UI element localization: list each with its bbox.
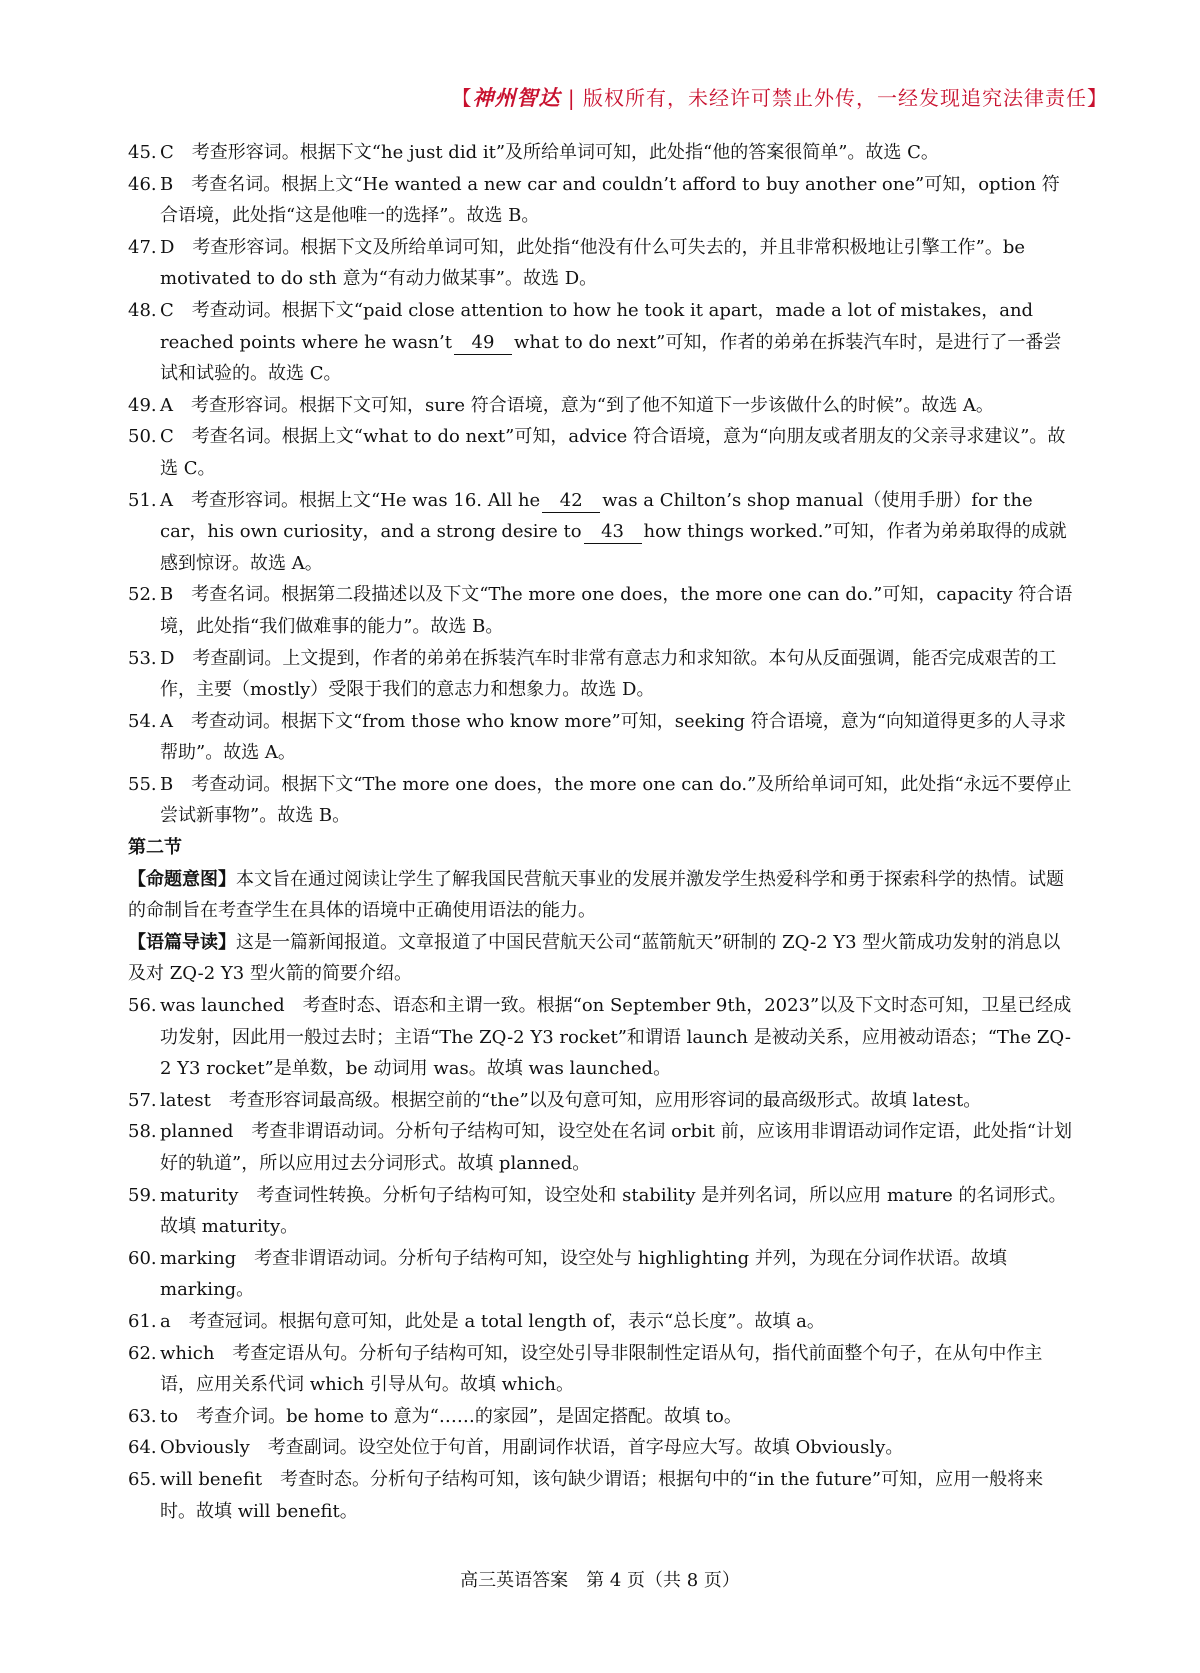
item-text: D 考查副词。上文提到，作者的弟弟在拆装汽车时非常有意志力和求知欲。本句从反面强调，能否完成艰苦的工作，主要（mostly）受限于我们的意志力和想象力。故选 D。: [160, 647, 1057, 701]
item-text: was launched 考查时态、语态和主谓一致。根据“on September 9th，2023”以及下文时态可知，卫星已经成功发射，因此用一般过去时；主语“The ZQ-2 Y3 rocket”和谓语 launch 是被动关系，应用被动语态；“The ZQ-2 Y3 rocket”是单数，be 动词用 was。故填 was launched。: [160, 995, 1072, 1080]
item-text: Obviously 考查副词。设空处位于句首，用副词作状语，首字母应大写。故填 Obviously。: [160, 1437, 904, 1459]
answer-item-52: [128, 579, 1076, 642]
item-text: A 考查动词。根据下文“from those who know more”可知，seeking 符合语境，意为“向知道得更多的人寻求帮助”。故选 A。: [160, 710, 1066, 764]
answer-content: [128, 137, 1076, 1527]
section-title: 第二节: [128, 837, 182, 859]
item-number: 50.: [128, 426, 157, 448]
item-number: 49.: [128, 394, 157, 416]
item-number: 62.: [128, 1342, 157, 1364]
item-text: B 考查名词。根据第二段描述以及下文“The more one does，the more one can do.”可知，capacity 符合语境，此处指“我们做难事的能力”。故选 B。: [160, 584, 1073, 637]
copyright-banner: [452, 82, 1108, 112]
item-text: a 考查冠词。根据句意可知，此处是 a total length of，表示“总长度”。故填 a。: [160, 1310, 825, 1332]
item-text-mid: was a Chilton’s shop manual（使用手册）for the car，his own curiosity，and a strong desire to: [160, 489, 1033, 543]
answer-item-62: [128, 1338, 1076, 1401]
intent-tag: 【命题意图】: [128, 868, 236, 890]
item-number: 58.: [128, 1121, 157, 1143]
item-number: 45.: [128, 142, 157, 163]
item-text: C 考查形容词。根据下文“he just did it”及所给单词可知，此处指“他的答案很简单”。故选 C。: [160, 142, 939, 163]
item-number: 53.: [128, 647, 157, 669]
item-text-post: how things worked.”可知，作者为弟弟取得的成就感到惊讶。故选 A。: [160, 521, 1067, 574]
answer-item-61: [128, 1306, 1076, 1338]
item-text: planned 考查非谓语动词。分析句子结构可知，设空处在名词 orbit 前，应该用非谓语动词作定语，此处指“计划好的轨道”，所以应用过去分词形式。故填 planned。: [160, 1121, 1072, 1174]
item-text: maturity 考查词性转换。分析句子结构可知，设空处和 stability 是并列名词，所以应用 mature 的名词形式。故填 maturity。: [160, 1184, 1067, 1238]
item-number: 59.: [128, 1184, 157, 1206]
intent-text: 本文旨在通过阅读让学生了解我国民营航天事业的发展并激发学生热爱科学和勇于探索科学的热情。试题的命制旨在考查学生在具体的语境中正确使用语法的能力。: [128, 868, 1064, 922]
item-number: 46.: [128, 173, 157, 195]
item-text: to 考查介词。be home to 意为“……的家园”，是固定搭配。故填 to。: [160, 1405, 742, 1427]
item-number: 56.: [128, 995, 157, 1017]
answer-item-64: [128, 1432, 1076, 1464]
item-number: 55.: [128, 773, 157, 795]
answer-item-54: [128, 706, 1076, 769]
banner-right-bracket: 】: [1087, 86, 1108, 110]
answer-item-53: [128, 643, 1076, 706]
item-text: marking 考查非谓语动词。分析句子结构可知，设空处与 highlighting 并列，为现在分词作状语。故填 marking。: [160, 1247, 1007, 1301]
answer-item-56: [128, 990, 1076, 1085]
blank-43: 43: [584, 521, 642, 544]
item-number: 61.: [128, 1310, 157, 1332]
answer-item-57: [128, 1085, 1076, 1117]
brand-logo: 神州智达: [472, 85, 561, 110]
answer-item-59: [128, 1180, 1076, 1243]
item-number: 47.: [128, 236, 157, 258]
item-text: will benefit 考查时态。分析句子结构可知，该句缺少谓语；根据句中的“in the future”可知，应用一般将来时。故填 will benefit。: [160, 1468, 1044, 1522]
answer-item-49: [128, 390, 1076, 422]
answer-item-51: [128, 485, 1076, 580]
answer-item-60: [128, 1243, 1076, 1306]
answer-item-65: [128, 1464, 1076, 1527]
guide-text: 这是一篇新闻报道。文章报道了中国民营航天公司“蓝箭航天”研制的 ZQ-2 Y3 型火箭成功发射的消息以及对 ZQ-2 Y3 型火箭的简要介绍。: [128, 931, 1061, 985]
banner-text: | 版权所有，未经许可禁止外传，一经发现追究法律责任: [560, 86, 1087, 110]
item-text: A 考查形容词。根据下文可知，sure 符合语境，意为“到了他不知道下一步该做什么的时候”。故选 A。: [160, 394, 994, 416]
item-text: latest 考查形容词最高级。根据空前的“the”以及句意可知，应用形容词的最高级形式。故填 latest。: [160, 1089, 982, 1111]
item-text: B 考查动词。根据下文“The more one does，the more one can do.”及所给单词可知，此处指“永远不要停止尝试新事物”。故选 B。: [160, 773, 1072, 827]
blank-42: 42: [542, 490, 600, 513]
item-text: C 考查名词。根据上文“what to do next”可知，advice 符合语境，意为“向朋友或者朋友的父亲寻求建议”。故选 C。: [160, 426, 1066, 479]
answer-item-58: [128, 1116, 1076, 1179]
item-number: 52.: [128, 584, 157, 606]
item-text: A 考查形容词。根据上文“He was 16. All he: [160, 489, 541, 511]
item-number: 51.: [128, 489, 157, 511]
banner-left-bracket: 【: [451, 86, 473, 110]
item-text-post: what to do next”可知，作者的弟弟在拆装汽车时，是进行了一番尝试和试验的。故选 C。: [160, 331, 1062, 385]
page-footer: 高三英语答案 第 4 页（共 8 页）: [460, 1570, 740, 1591]
item-text: C 考查动词。根据下文“paid close attention to how he took it apart，made a lot of mistakes，and reached points where he wasn’t: [160, 299, 1034, 353]
item-text: D 考查形容词。根据下文及所给单词可知，此处指“他没有什么可失去的，并且非常积极地让引擎工作”。be motivated to do sth 意为“有动力做某事”。故选 D。: [160, 236, 1026, 290]
answer-item-55: [128, 769, 1076, 832]
item-number: 65.: [128, 1468, 157, 1490]
answer-item-48: [128, 295, 1076, 390]
answer-item-63: [128, 1401, 1076, 1433]
blank-49: 49: [454, 332, 512, 355]
guide-paragraph: [128, 927, 1076, 990]
answer-item-45: [128, 137, 1076, 169]
item-text: B 考查名词。根据上文“He wanted a new car and couldn’t afford to buy another one”可知，option 符合语境，此处指“这是他唯一的选择”。故选 B。: [160, 173, 1060, 227]
item-number: 54.: [128, 710, 157, 732]
answer-item-47: [128, 232, 1076, 295]
intent-paragraph: [128, 864, 1076, 927]
item-number: 48.: [128, 299, 157, 321]
guide-tag: 【语篇导读】: [128, 931, 236, 953]
item-text: which 考查定语从句。分析句子结构可知，设空处引导非限制性定语从句，指代前面整个句子，在从句中作主语，应用关系代词 which 引导从句。故填 which。: [160, 1342, 1043, 1396]
item-number: 60.: [128, 1247, 157, 1269]
item-number: 57.: [128, 1089, 157, 1111]
answer-item-50: [128, 421, 1076, 484]
item-number: 64.: [128, 1437, 157, 1459]
answer-item-46: [128, 169, 1076, 232]
item-number: 63.: [128, 1405, 157, 1427]
